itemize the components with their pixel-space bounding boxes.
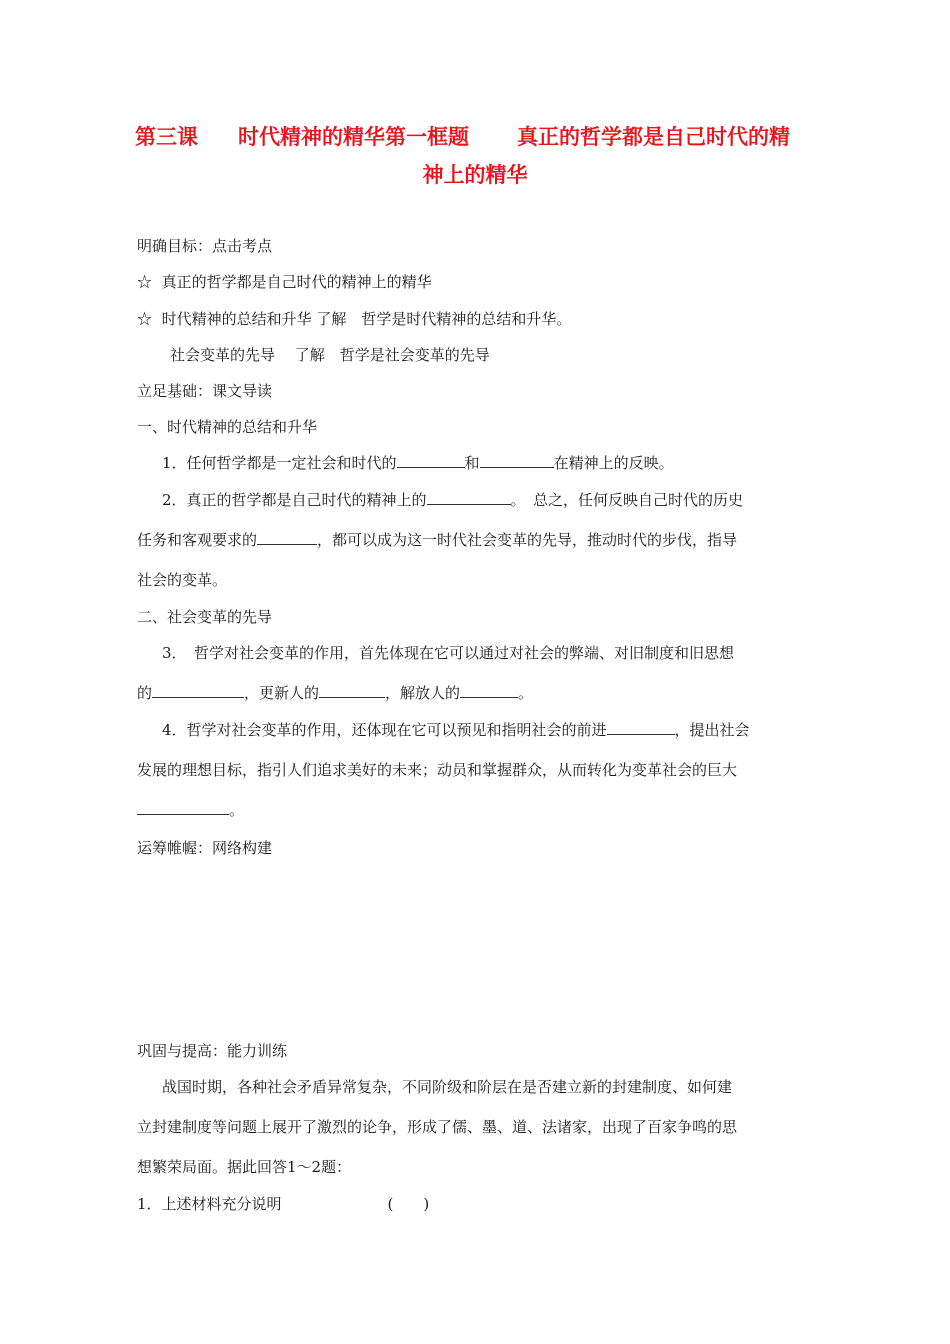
question-text: 2．真正的哲学都是自己时代的精神上的 bbox=[162, 491, 427, 509]
answer-blank[interactable] bbox=[397, 453, 465, 468]
answer-blank[interactable] bbox=[319, 683, 385, 698]
answer-blank[interactable] bbox=[257, 530, 317, 545]
practice-heading: 巩固与提高：能力训练 bbox=[137, 1042, 288, 1060]
goal-item bbox=[137, 309, 571, 329]
basics-heading: 立足基础：课文导读 bbox=[137, 382, 273, 400]
practice-paragraph: 立封建制度等问题上展开了激烈的论争，形成了儒、墨、道、法诸家，出现了百家争鸣的思 bbox=[137, 1118, 738, 1136]
question-text: 1．上述材料充分说明 bbox=[137, 1195, 282, 1213]
question-text: ，更新人的 bbox=[244, 684, 320, 702]
question-text: 。 bbox=[518, 684, 534, 702]
lesson-title bbox=[135, 118, 815, 194]
goal-item: 社会变革的先导 了解 哲学是社会变革的先导 bbox=[170, 346, 490, 364]
answer-blank[interactable] bbox=[427, 490, 511, 505]
question-4 bbox=[162, 720, 750, 740]
question-2-continued bbox=[137, 530, 737, 550]
question-1 bbox=[162, 453, 674, 473]
star-icon: ☆ bbox=[137, 310, 153, 328]
question-text: 在精神上的反映。 bbox=[553, 454, 674, 472]
question-text: ，都可以成为这一时代社会变革的先导，推动时代的步伐，指导 bbox=[317, 531, 738, 549]
question-4-end bbox=[137, 800, 244, 820]
answer-blank[interactable] bbox=[460, 683, 518, 698]
question-text: 4．哲学对社会变革的作用，还体现在它可以预见和指明社会的前进 bbox=[162, 721, 607, 739]
answer-blank[interactable] bbox=[152, 683, 244, 698]
question-text: 。 总之，任何反映自己时代的历史 bbox=[510, 491, 744, 509]
question-2 bbox=[162, 490, 743, 510]
question-text: 任务和客观要求的 bbox=[137, 531, 258, 549]
practice-paragraph: 战国时期，各种社会矛盾异常复杂，不同阶级和阶层在是否建立新的封建制度、如何建 bbox=[162, 1078, 733, 1096]
title-part-topic: 真正的哲学都是自己时代的精 bbox=[517, 124, 790, 149]
question-text: 的 bbox=[137, 684, 153, 702]
star-icon: ☆ bbox=[137, 273, 153, 291]
question-3: 3． 哲学对社会变革的作用，首先体现在它可以通过对社会的弊端、对旧制度和旧思想 bbox=[162, 644, 735, 662]
question-text: 和 bbox=[464, 454, 480, 472]
title-part-lesson: 第三课 bbox=[135, 124, 198, 149]
answer-blank[interactable] bbox=[607, 720, 675, 735]
goal-item bbox=[137, 272, 432, 292]
answer-blank[interactable] bbox=[480, 453, 554, 468]
question-3-continued bbox=[137, 683, 533, 703]
section-heading: 二、社会变革的先导 bbox=[137, 608, 273, 626]
practice-paragraph: 想繁荣局面。据此回答1～2题： bbox=[137, 1158, 352, 1176]
question-text: ，解放人的 bbox=[385, 684, 461, 702]
answer-paren[interactable]: ( ) bbox=[387, 1195, 430, 1213]
answer-blank[interactable] bbox=[137, 800, 229, 815]
title-part-section: 时代精神的精华第一框题 bbox=[238, 124, 469, 149]
network-heading: 运筹帷幄：网络构建 bbox=[137, 839, 273, 857]
goal-text: 真正的哲学都是自己时代的精神上的精华 bbox=[161, 273, 432, 291]
question-2-end: 社会的变革。 bbox=[137, 571, 228, 589]
question-4-continued: 发展的理想目标，指引人们追求美好的未来；动员和掌握群众，从而转化为变革社会的巨大 bbox=[137, 761, 738, 779]
goals-heading: 明确目标：点击考点 bbox=[137, 237, 273, 255]
title-part-topic-end: 神上的精华 bbox=[422, 162, 528, 187]
question-text: 1．任何哲学都是一定社会和时代的 bbox=[162, 454, 397, 472]
question-text: ，提出社会 bbox=[674, 721, 750, 739]
section-heading: 一、时代精神的总结和升华 bbox=[137, 418, 318, 436]
question-text: 。 bbox=[229, 801, 245, 819]
goal-text: 时代精神的总结和升华 了解 哲学是时代精神的总结和升华。 bbox=[161, 310, 572, 328]
practice-question-1 bbox=[137, 1194, 429, 1214]
